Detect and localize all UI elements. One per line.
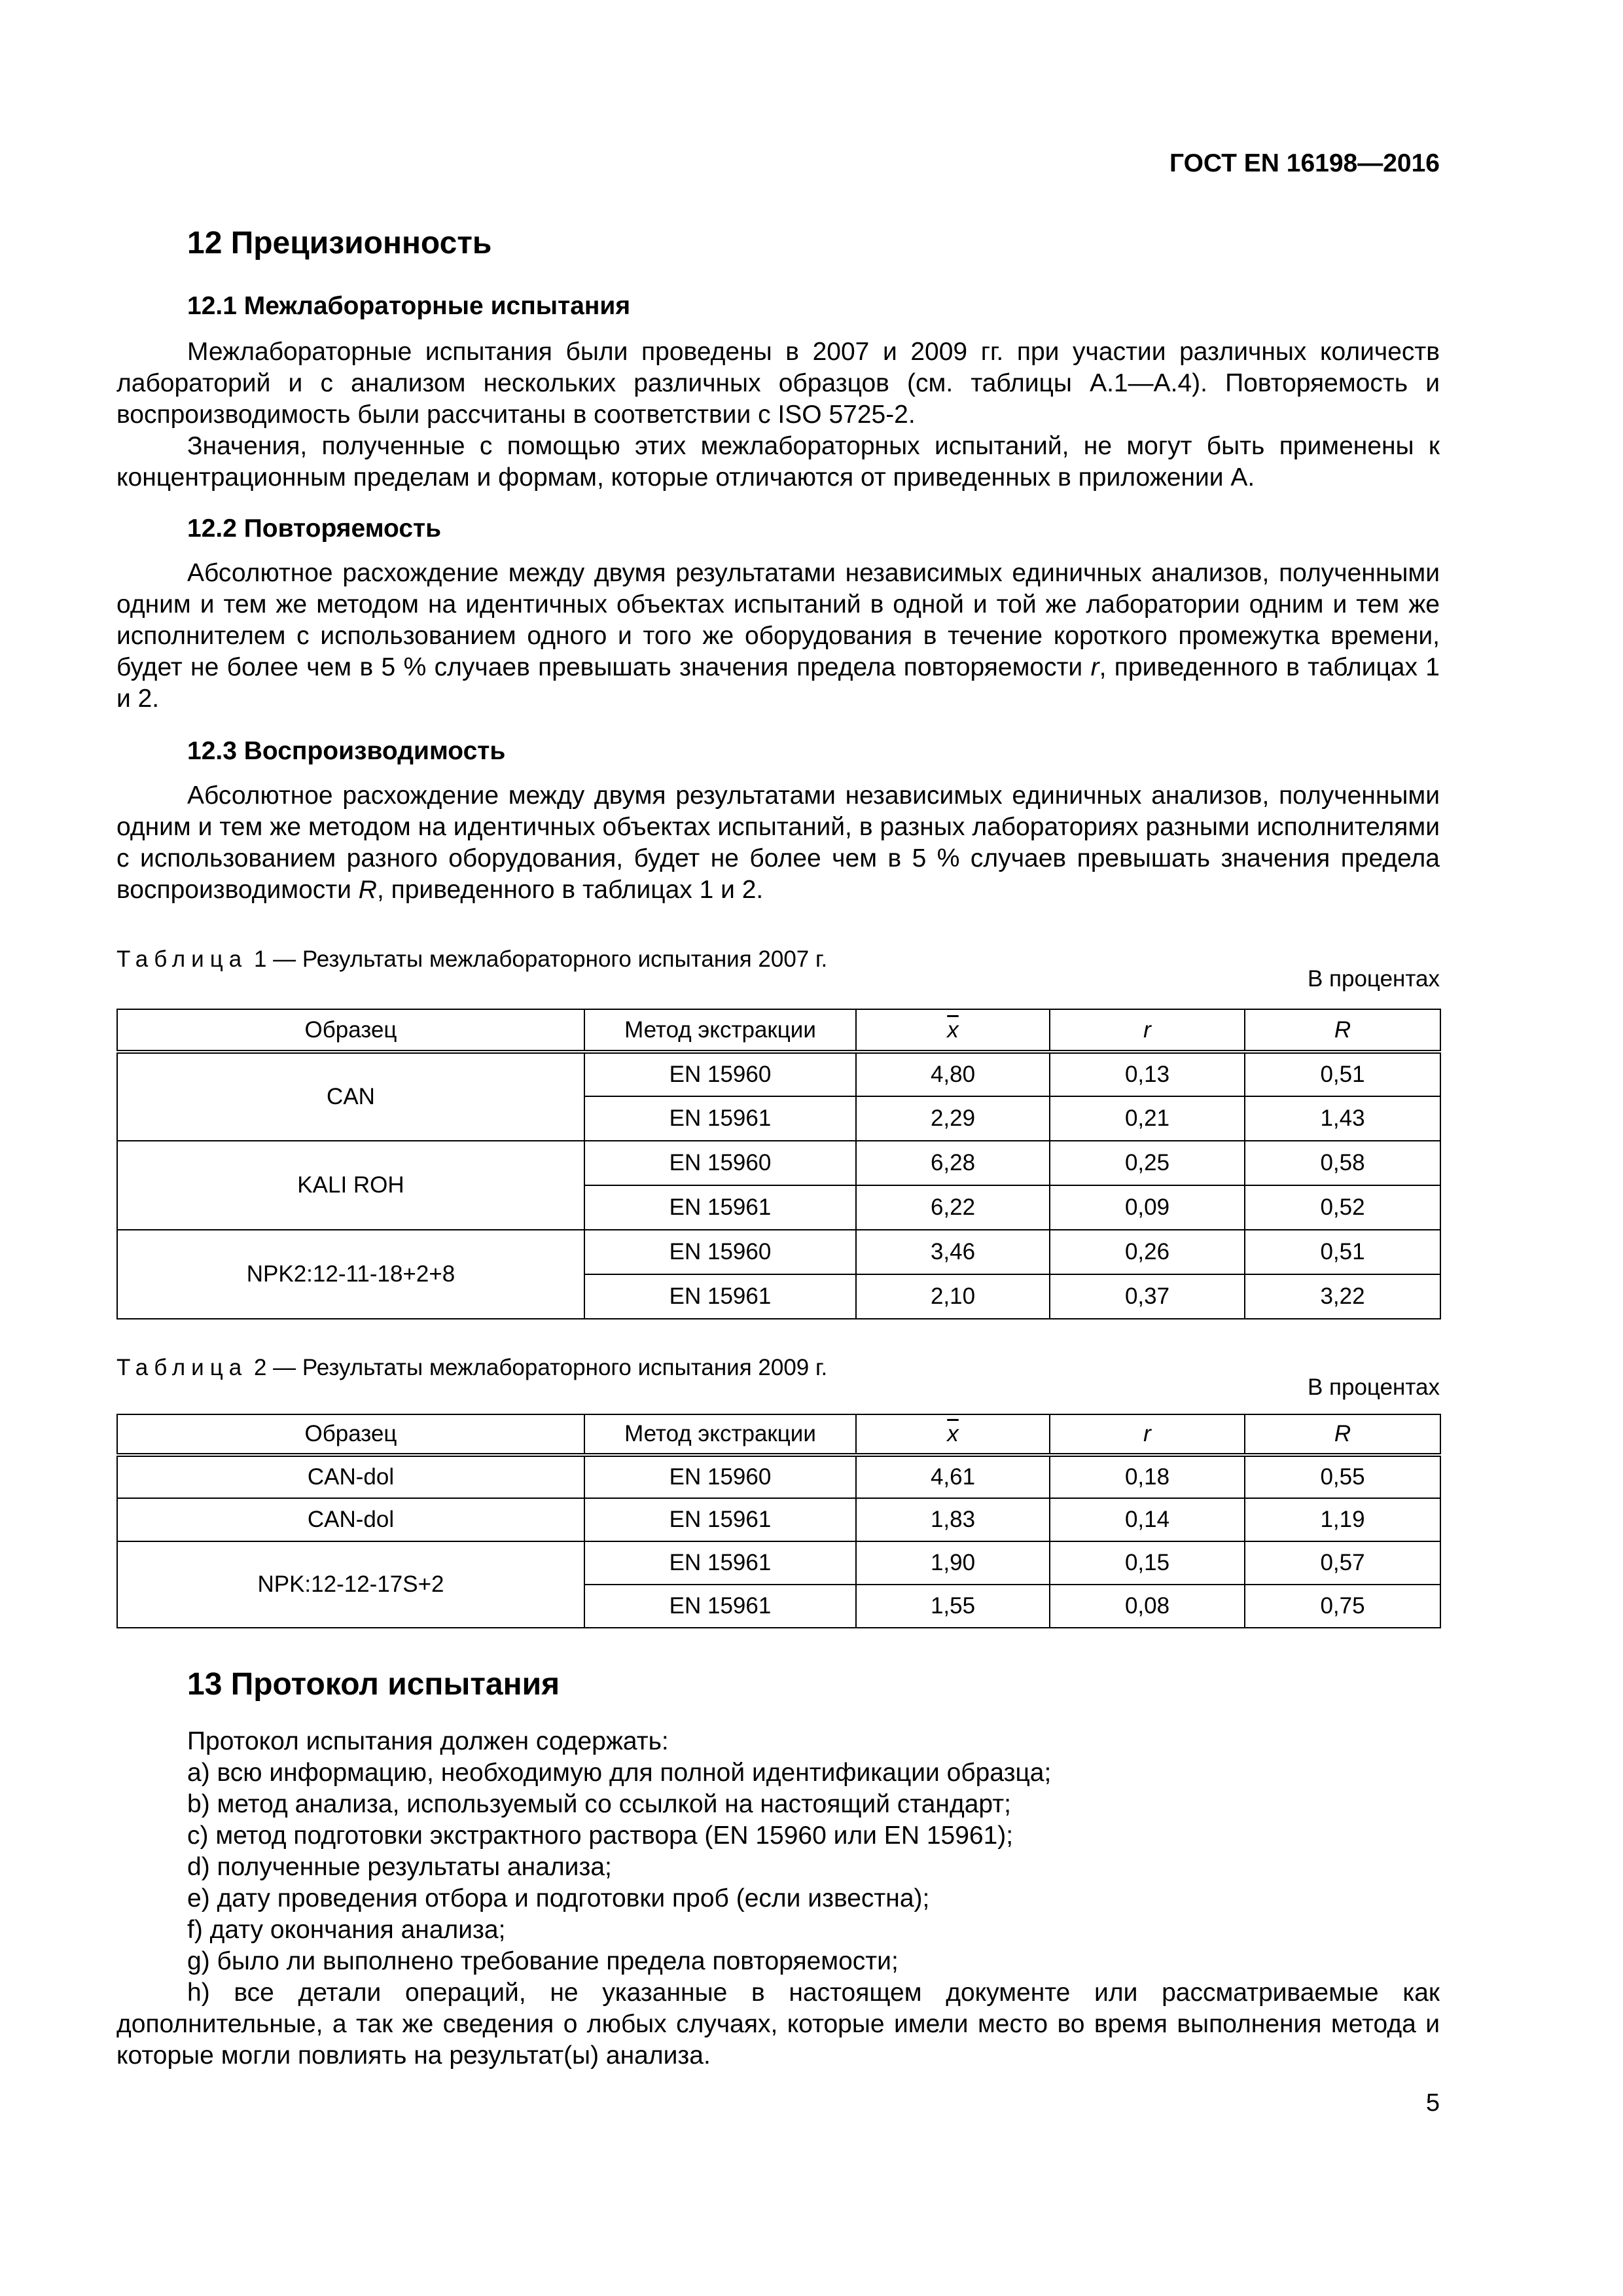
section-12-title: 12 Прецизионность	[187, 226, 492, 260]
table-2-caption: Таблица 2 — Результаты межлабораторного испытания 2009 г.	[116, 1355, 828, 1380]
cell-method: EN 15961	[584, 1185, 856, 1230]
cell-x: 2,10	[856, 1274, 1050, 1319]
section-12-1-paragraph-1: Межлабораторные испытания были проведены в 2007 и 2009 гг. при участии различных количеств лабораторий и с анализом нескольких различных образцов (см. таблицы А.1—А.4). Повторяемость и воспроизводимость были рассчитаны в соответствии с ISO 5725-2.	[116, 338, 1440, 429]
section-12-3-paragraph: Абсолютное расхождение между двумя результатами независимых единичных анализов, полученными одним и тем же методом на идентичных объектах испытаний, в разных лабораториях разными исполнителями с использованием разного оборудования, будет не более чем в 5 % случаев превышать значения предела воспроизводимости R, приведенного в таблицах 1 и 2.	[116, 781, 1440, 904]
cell-x: 1,55	[856, 1585, 1050, 1628]
cell-R: 1,43	[1245, 1096, 1440, 1141]
table-1-caption: Таблица 1 — Результаты межлабораторного испытания 2007 г.	[116, 946, 828, 972]
cell-sample: NPK2:12-11-18+2+8	[117, 1230, 584, 1319]
table-row	[117, 1541, 1440, 1585]
cell-R: 0,58	[1245, 1141, 1440, 1185]
table-row	[117, 1141, 1440, 1185]
cell-x: 6,22	[856, 1185, 1050, 1230]
column-header-x: $\overline{x}$	[856, 1009, 1050, 1052]
cell-R: 0,75	[1245, 1585, 1440, 1628]
cell-R: 0,55	[1245, 1455, 1440, 1498]
section-12-1-title: 12.1 Межлабораторные испытания	[187, 292, 631, 320]
column-header-R: R	[1245, 1009, 1440, 1052]
cell-method: EN 15961	[584, 1541, 856, 1585]
column-header-method: Метод экстракции	[584, 1414, 856, 1455]
list-item: g) было ли выполнено требование предела повторяемости;	[187, 1947, 899, 1975]
cell-r: 0,37	[1050, 1274, 1245, 1319]
section-13-content	[116, 1726, 1440, 2072]
cell-R: 3,22	[1245, 1274, 1440, 1319]
column-header-sample: Образец	[117, 1009, 584, 1052]
table-row	[117, 1498, 1440, 1541]
cell-r: 0,08	[1050, 1585, 1245, 1628]
cell-r: 0,09	[1050, 1185, 1245, 1230]
section-12-2-title: 12.2 Повторяемость	[187, 514, 442, 543]
list-item: b) метод анализа, используемый со ссылкой на настоящий стандарт;	[187, 1790, 1011, 1818]
document-code: ГОСТ EN 16198—2016	[1169, 149, 1440, 177]
list-item: e) дату проведения отбора и подготовки проб (если известна);	[187, 1884, 930, 1912]
list-item: f) дату окончания анализа;	[187, 1916, 506, 1944]
cell-r: 0,15	[1050, 1541, 1245, 1585]
cell-method: EN 15961	[584, 1096, 856, 1141]
cell-x: 1,90	[856, 1541, 1050, 1585]
list-item: c) метод подготовки экстрактного раствора (EN 15960 или EN 15961);	[187, 1821, 1014, 1850]
section-13-title: 13 Протокол испытания	[187, 1667, 560, 1702]
cell-method: EN 15960	[584, 1455, 856, 1498]
table-2	[116, 1414, 1441, 1628]
cell-sample: CAN	[117, 1052, 584, 1141]
cell-sample: KALI ROH	[117, 1141, 584, 1230]
cell-x: 3,46	[856, 1230, 1050, 1274]
column-header-R: R	[1245, 1414, 1440, 1455]
table-1	[116, 1009, 1441, 1319]
cell-sample: NPK:12-12-17S+2	[117, 1541, 584, 1628]
section-12-1-paragraph-2: Значения, полученные с помощью этих межлабораторных испытаний, не могут быть применены к концентрационным пределам и формам, которые отличаются от приведенных в приложении А.	[116, 432, 1440, 492]
column-header-r: r	[1050, 1009, 1245, 1052]
table-header-row	[117, 1414, 1440, 1455]
cell-R: 1,19	[1245, 1498, 1440, 1541]
page-number: 5	[1425, 2089, 1440, 2117]
cell-x: 6,28	[856, 1141, 1050, 1185]
cell-R: 0,52	[1245, 1185, 1440, 1230]
cell-r: 0,26	[1050, 1230, 1245, 1274]
cell-R: 0,51	[1245, 1052, 1440, 1096]
cell-r: 0,25	[1050, 1141, 1245, 1185]
column-header-r: r	[1050, 1414, 1245, 1455]
cell-R: 0,57	[1245, 1541, 1440, 1585]
table-header-row	[117, 1009, 1440, 1052]
cell-x: 1,83	[856, 1498, 1050, 1541]
section-12-2-paragraph: Абсолютное расхождение между двумя результатами независимых единичных анализов, полученными одним и тем же методом на идентичных объектах испытаний в одной и той же лаборатории одним и тем же исполнителем с использованием одного и того же оборудования в течение короткого промежутка времени, будет не более чем в 5 % случаев превышать значения предела повторяемости r, приведенного в таблицах 1 и 2.	[116, 559, 1440, 713]
list-item: a) всю информацию, необходимую для полной идентификации образца;	[187, 1759, 1052, 1787]
table-1-unit: В процентах	[1307, 966, 1440, 992]
cell-r: 0,18	[1050, 1455, 1245, 1498]
column-header-x: $\overline{x}$	[856, 1414, 1050, 1455]
list-item: d) полученные результаты анализа;	[187, 1853, 612, 1881]
table-row	[117, 1455, 1440, 1498]
table-row	[117, 1052, 1440, 1096]
column-header-sample: Образец	[117, 1414, 584, 1455]
section-13-intro: Протокол испытания должен содержать:	[187, 1727, 669, 1755]
cell-x: 2,29	[856, 1096, 1050, 1141]
cell-method: EN 15961	[584, 1498, 856, 1541]
table-row	[117, 1230, 1440, 1274]
column-header-method: Метод экстракции	[584, 1009, 856, 1052]
cell-sample: CAN-dol	[117, 1455, 584, 1498]
cell-x: 4,80	[856, 1052, 1050, 1096]
document-page	[116, 0, 1440, 2296]
section-12-3-title: 12.3 Воспроизводимость	[187, 737, 506, 765]
cell-R: 0,51	[1245, 1230, 1440, 1274]
cell-method: EN 15960	[584, 1230, 856, 1274]
cell-x: 4,61	[856, 1455, 1050, 1498]
cell-r: 0,14	[1050, 1498, 1245, 1541]
cell-r: 0,21	[1050, 1096, 1245, 1141]
cell-r: 0,13	[1050, 1052, 1245, 1096]
cell-method: EN 15960	[584, 1052, 856, 1096]
cell-sample: CAN-dol	[117, 1498, 584, 1541]
cell-method: EN 15961	[584, 1274, 856, 1319]
table-2-unit: В процентах	[1307, 1374, 1440, 1400]
cell-method: EN 15960	[584, 1141, 856, 1185]
cell-method: EN 15961	[584, 1585, 856, 1628]
list-item: h) все детали операций, не указанные в настоящем документе или рассматриваемые как дополнительные, а так же сведения о любых случаях, которые имели место во время выполнения метода и которые могли повлиять на результат(ы) анализа.	[116, 1979, 1440, 2070]
